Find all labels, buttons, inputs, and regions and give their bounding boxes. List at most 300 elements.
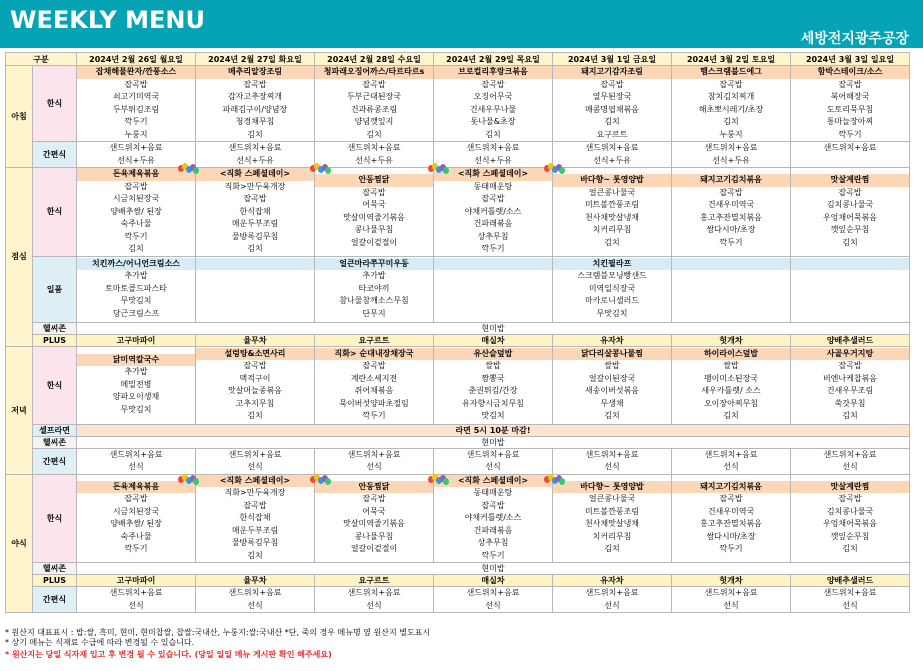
side-dish: 누룽지 — [124, 129, 148, 139]
side-dish: 깍두기 — [838, 129, 862, 139]
side-dish: 매운두부조림 — [231, 219, 279, 228]
side-dish: 잡곡밥 — [362, 494, 386, 504]
side-dish: 얼큰콩나물국 — [588, 187, 636, 197]
side-dish: 김치 — [842, 544, 858, 554]
ilpum-cell — [672, 256, 791, 322]
side-dish: 김치 — [247, 129, 263, 139]
main-dish: <직화 스페셜데이> — [434, 475, 552, 488]
side-dish — [434, 283, 552, 296]
main-dish — [672, 258, 790, 271]
side-dish: 깍두기 — [124, 117, 148, 126]
side-dish: 깻잎순무침 — [830, 531, 870, 541]
meal-label-lunch: 점심 — [6, 168, 33, 347]
side-dish: 미트볼깐풍조림 — [584, 200, 640, 210]
side-dish: 쌀밥 — [485, 361, 501, 370]
side-dish: 잡곡밥 — [719, 187, 743, 197]
side-dish: 맛살미역줄기볶음 — [343, 519, 405, 529]
brand-logo: 세방전지광주공장 — [800, 31, 909, 47]
side-dish — [672, 295, 790, 308]
day-header: 2024년 3월 3일 일요일 — [791, 53, 910, 66]
side-dish: 두부근대된장국 — [346, 92, 402, 101]
main-dish: 샌드위치+음료 — [109, 588, 163, 597]
side-dish: 김치 — [247, 244, 263, 253]
side-dish: 선식 — [128, 600, 144, 610]
side-dish: 콩나물무침 — [354, 531, 394, 541]
menu-cell — [196, 168, 315, 257]
simple-cell — [315, 448, 434, 474]
side-dish: 숙주나물 — [120, 531, 152, 541]
side-dish: 맛살미역줄기볶음 — [343, 212, 405, 222]
side-dish: 깍두기 — [481, 244, 505, 253]
main-dish: 샌드위치+음료 — [109, 143, 163, 152]
side-dish: 치커리무침 — [592, 225, 632, 235]
balloon-icon — [178, 163, 200, 177]
side-dish — [672, 283, 790, 296]
side-dish: 물방록김무침 — [231, 231, 279, 241]
side-dish: 홍고추잔멸치볶음 — [700, 212, 762, 222]
side-dish: 짬뽕국 — [481, 373, 505, 383]
side-dish: 김치 — [247, 550, 263, 560]
side-dish: 선식 — [604, 462, 620, 471]
plus-item: 율무차 — [196, 334, 315, 346]
side-dish: 잡곡밥 — [838, 187, 862, 197]
simple-cell — [434, 142, 553, 168]
menu-cell — [434, 474, 553, 563]
side-dish: 단무지 — [362, 308, 386, 318]
side-dish: 묵이버섯양파초절임 — [339, 398, 409, 408]
side-dish: 미트볼깐풍조림 — [584, 506, 640, 516]
section-ilpum: 일품 — [33, 256, 77, 322]
side-dish: 잡곡밥 — [838, 79, 862, 89]
side-dish: 깍두기 — [124, 231, 148, 241]
main-dish: 얼큰마라쭈꾸미우동 — [315, 258, 433, 271]
side-dish: 어묵국 — [362, 506, 386, 516]
side-dish: 김치 — [604, 411, 620, 420]
main-dish: 직화> 순대내장채장국 — [315, 348, 433, 361]
section-plus: PLUS — [33, 575, 77, 587]
main-dish: 유산슬덮밥 — [434, 348, 552, 361]
menu-cell — [791, 474, 910, 563]
side-dish: 시금치된장국 — [112, 194, 160, 203]
weekly-menu-table — [5, 52, 910, 613]
balloon-icon — [428, 163, 450, 177]
side-dish — [791, 308, 909, 321]
side-dish: 잡곡밥 — [124, 79, 148, 89]
main-dish: 샌드위치+음료 — [704, 588, 758, 597]
main-dish: 메추리알장조림 — [196, 66, 314, 79]
simple-cell — [196, 142, 315, 168]
side-dish: 잡곡밥 — [719, 494, 743, 504]
side-dish: 잡곡밥 — [362, 79, 386, 89]
main-dish: 샌드위치+음료 — [347, 449, 401, 459]
day-header: 2024년 2월 29일 목요일 — [434, 53, 553, 66]
side-dish: 돗나물&초장 — [470, 117, 516, 126]
side-dish: 미역일식장국 — [588, 283, 636, 293]
side-dish: 물방록김무침 — [231, 538, 279, 547]
category-header: 구분 — [6, 53, 77, 66]
plus-item: 매실차 — [434, 334, 553, 346]
side-dish — [434, 295, 552, 308]
side-dish: 건과류콩조림 — [350, 104, 398, 114]
side-dish: 김치 — [247, 411, 263, 420]
side-dish: 매콤명엽채볶음 — [584, 104, 640, 114]
menu-cell — [77, 66, 196, 142]
side-dish: 맛김치 — [481, 411, 505, 420]
side-dish: 맛살머늘종볶음 — [227, 386, 283, 395]
main-dish: 샌드위치+음료 — [823, 588, 877, 597]
side-dish: 누룽지 — [719, 129, 743, 139]
side-dish: 해초뽀시레기/초장 — [698, 104, 764, 114]
helsi-cell: 현미밥 — [77, 563, 910, 575]
side-dish: 계란소세지전 — [350, 373, 398, 383]
side-dish: 깻잎순무침 — [830, 225, 870, 235]
main-dish: 샌드위치+음료 — [347, 143, 401, 152]
section-plus: PLUS — [33, 334, 77, 346]
plus-item: 율무차 — [196, 575, 315, 587]
side-dish: 춘권튀김/간장 — [468, 386, 518, 395]
side-dish: 선식 — [247, 462, 263, 471]
side-dish: 직화>만두육개장 — [224, 181, 286, 191]
ilpum-cell — [315, 256, 434, 322]
main-dish: 브로컬리후랑크볶음 — [434, 66, 552, 79]
day-header: 2024년 2월 27일 화요일 — [196, 53, 315, 66]
side-dish: 건새우미역국 — [707, 200, 755, 210]
side-dish: 팽이미소된장국 — [703, 373, 759, 383]
side-dish: 선식 — [604, 600, 620, 610]
side-dish: 건새우미역국 — [707, 506, 755, 516]
side-dish: 무생채 — [600, 398, 624, 408]
side-dish — [196, 270, 314, 283]
ilpum-cell — [77, 256, 196, 322]
side-dish: 깍두기 — [719, 544, 743, 554]
side-dish: 북어해장국 — [830, 92, 870, 101]
ilpum-cell — [553, 256, 672, 322]
side-dish: 타코야끼 — [358, 283, 390, 293]
simple-cell — [672, 142, 791, 168]
side-dish: 시금치된장국 — [112, 506, 160, 516]
plus-item: 유자차 — [553, 334, 672, 346]
section-simple: 간편식 — [33, 448, 77, 474]
side-dish: 숙주나물 — [120, 219, 152, 228]
menu-cell — [434, 346, 553, 424]
menu-cell — [672, 66, 791, 142]
side-dish: 깍두기 — [719, 237, 743, 247]
side-dish: 선식+두유 — [117, 155, 155, 165]
plus-item: 헛개차 — [672, 334, 791, 346]
side-dish: 새우카틀렛/ 소스 — [701, 386, 761, 395]
day-header: 2024년 3월 2일 토요일 — [672, 53, 791, 66]
day-header: 2024년 2월 26일 월요일 — [77, 53, 196, 66]
top-banner — [0, 0, 923, 48]
side-dish: 무맛김치 — [120, 404, 152, 414]
side-dish: 양파오이생채 — [112, 392, 160, 402]
ilpum-cell — [434, 256, 553, 322]
main-dish: 샌드위치+음료 — [228, 588, 282, 597]
side-dish: 잡곡밥 — [481, 194, 505, 203]
simple-cell — [791, 448, 910, 474]
side-dish: 잡곡밥 — [124, 181, 148, 191]
side-dish: 쥐어채볶음 — [354, 386, 394, 395]
side-dish: 메밀전병 — [120, 379, 152, 389]
footer-change-note: * 상기 메뉴는 식재료 수급에 따라 변경될 수 있습니다. — [5, 638, 195, 647]
simple-cell — [553, 587, 672, 613]
side-dish: 토마토콜드파스타 — [105, 283, 167, 293]
balloon-icon — [428, 474, 450, 488]
side-dish: 오이장아찌무침 — [703, 398, 759, 408]
simple-cell — [553, 142, 672, 168]
plus-item: 매실차 — [434, 575, 553, 587]
simple-cell — [553, 448, 672, 474]
ilpum-cell — [196, 256, 315, 322]
section-korean: 한식 — [33, 66, 77, 142]
side-dish: 열무된장국 — [592, 92, 632, 101]
section-korean: 한식 — [33, 474, 77, 563]
side-dish: 선식 — [247, 600, 263, 610]
side-dish: 건파래볶음 — [473, 219, 513, 228]
menu-cell — [553, 66, 672, 142]
plus-item: 요구르트 — [315, 334, 434, 346]
side-dish: 파래김구이/양념장 — [222, 104, 288, 114]
simple-cell — [672, 587, 791, 613]
side-dish: 김치콩나물국 — [826, 200, 874, 210]
side-dish: 선식+두유 — [236, 155, 274, 165]
side-dish: 얼갈이겉절이 — [350, 237, 398, 247]
simple-cell — [434, 448, 553, 474]
section-helsi: 헬씨존 — [33, 563, 77, 575]
main-dish: 맛살계란찜 — [791, 481, 909, 494]
main-dish — [791, 258, 909, 271]
side-dish: 쑥갓무침 — [834, 398, 866, 408]
main-dish: 함박스테이크/소스 — [791, 66, 909, 79]
side-dish: 얼큰콩나물국 — [588, 494, 636, 504]
side-dish: 천사채맛살냉채 — [584, 212, 640, 222]
main-dish: <직화 스페셜데이> — [196, 168, 314, 181]
side-dish: 매운두부조림 — [231, 525, 279, 535]
side-dish: 추가밥 — [362, 271, 386, 281]
side-dish — [672, 270, 790, 283]
simple-cell — [77, 587, 196, 613]
side-dish: 오징어무국 — [473, 92, 513, 101]
side-dish: 선식 — [723, 600, 739, 610]
section-korean: 한식 — [33, 346, 77, 424]
main-dish: 샌드위치+음료 — [466, 449, 520, 459]
side-dish: 맥적구이 — [239, 373, 271, 383]
day-header: 2024년 3월 1일 금요일 — [553, 53, 672, 66]
side-dish: 참나물참깨소스무침 — [339, 296, 409, 306]
side-dish: 추가밥 — [124, 271, 148, 281]
menu-cell — [553, 346, 672, 424]
main-dish: 돼지고기김치볶음 — [672, 481, 790, 494]
side-dish: 김치 — [604, 237, 620, 247]
side-dish: 양배추쌈/ 된장 — [110, 206, 162, 216]
main-dish: 사골우거지탕 — [791, 348, 909, 361]
side-dish: 선식+두유 — [355, 155, 393, 165]
plus-item: 고구마파이 — [77, 575, 196, 587]
side-dish — [791, 270, 909, 283]
side-dish: 양배추쌈/ 된장 — [110, 519, 162, 529]
main-dish: 샌드위치+음료 — [585, 143, 639, 152]
menu-cell — [553, 474, 672, 563]
side-dish: 잡곡밥 — [124, 494, 148, 504]
side-dish: 잡곡밥 — [243, 500, 267, 510]
side-dish: 새송이버섯볶음 — [584, 386, 640, 395]
section-korean: 한식 — [33, 168, 77, 257]
side-dish: 잡곡밥 — [243, 194, 267, 203]
side-dish: 선식 — [485, 462, 501, 471]
side-dish: 콩나물무침 — [354, 225, 394, 235]
side-dish: 선식+두유 — [712, 155, 750, 165]
balloon-icon — [310, 163, 332, 177]
simple-cell — [672, 448, 791, 474]
side-dish: 상추무침 — [477, 231, 509, 241]
side-dish: 김치 — [723, 411, 739, 420]
side-dish: 잡곡밥 — [838, 361, 862, 370]
side-dish: 비엔나케찹볶음 — [822, 373, 878, 383]
side-dish: 김치 — [485, 129, 501, 139]
section-simple: 간편식 — [33, 587, 77, 613]
side-dish: 얼갈이된장국 — [588, 373, 636, 383]
side-dish: 무맛김치 — [120, 296, 152, 306]
menu-cell — [791, 66, 910, 142]
side-dish: 잡곡밥 — [838, 494, 862, 504]
side-dish: 천사채맛살냉채 — [584, 519, 640, 529]
side-dish: 깍두기 — [481, 550, 505, 560]
side-dish: 무맛김치 — [596, 308, 628, 318]
side-dish: 김치 — [128, 244, 144, 253]
side-dish: 두부튀김조림 — [112, 104, 160, 114]
page-title: WEEKLY MENU — [10, 6, 205, 34]
side-dish — [434, 308, 552, 321]
side-dish: 직화>만두육개장 — [224, 488, 286, 497]
side-dish: 김치 — [842, 237, 858, 247]
side-dish — [791, 295, 909, 308]
section-helsi: 헬씨존 — [33, 436, 77, 448]
side-dish: 잡곡밥 — [362, 187, 386, 197]
side-dish: 유자향시금치무침 — [462, 398, 524, 408]
side-dish: 마카로니샐러드 — [584, 296, 640, 306]
main-dish: 샌드위치+음료 — [228, 143, 282, 152]
side-dish: 스크램블모닝빵샌드 — [577, 271, 647, 281]
ilpum-cell — [791, 256, 910, 322]
plus-item: 양배추샐러드 — [791, 575, 910, 587]
side-dish: 선식 — [723, 462, 739, 471]
side-dish: 고추지무침 — [235, 398, 275, 408]
side-dish: 쇠고기미역국 — [112, 92, 160, 101]
main-dish: 햄스크램블드에그 — [672, 66, 790, 79]
main-dish: 설렁탕&소면사리 — [196, 348, 314, 361]
menu-cell — [553, 168, 672, 257]
side-dish: 깍두기 — [362, 411, 386, 420]
menu-cell — [77, 346, 196, 424]
meal-label-breakfast: 아침 — [6, 66, 33, 168]
side-dish: 쌈다시마/초장 — [706, 225, 756, 235]
main-dish: 치킨까스/어니언크림소스 — [77, 258, 195, 271]
main-dish: 돈육제육볶음 — [77, 168, 195, 181]
ramen-notice: 라면 5시 10분 마감! — [77, 424, 910, 436]
main-dish: 샌드위치+음료 — [585, 588, 639, 597]
side-dish: 선식 — [485, 600, 501, 610]
side-dish: 건새우무조림 — [826, 386, 874, 395]
main-dish: 치킨필라프 — [553, 258, 671, 271]
main-dish: 잡채해물완자/깐풍소스 — [77, 66, 195, 79]
main-dish: 샌드위치+음료 — [466, 588, 520, 597]
simple-cell — [791, 142, 910, 168]
side-dish: 치커리무침 — [592, 531, 632, 541]
side-dish: 잡곡밥 — [481, 79, 505, 89]
plus-item: 고구마파이 — [77, 334, 196, 346]
main-dish: 하이라이스덮밥 — [672, 348, 790, 361]
side-dish: 야채커틀렛/소스 — [464, 206, 522, 216]
side-dish: 선식 — [366, 600, 382, 610]
helsi-cell: 현미밥 — [77, 322, 910, 334]
main-dish: 샌드위치+음료 — [823, 143, 877, 152]
section-simple: 간편식 — [33, 142, 77, 168]
side-dish: 선식 — [366, 462, 382, 471]
main-dish: 샌드위치+음료 — [347, 588, 401, 597]
side-dish: 청경채무침 — [235, 117, 275, 126]
side-dish: 선식+두유 — [474, 155, 512, 165]
main-dish — [434, 258, 552, 271]
main-dish: 샌드위치+음료 — [585, 449, 639, 459]
menu-cell — [196, 346, 315, 424]
side-dish: 양념깻잎지 — [354, 117, 394, 126]
side-dish: 건새우무나물 — [469, 104, 517, 114]
plus-item: 유자차 — [553, 575, 672, 587]
side-dish: 깍두기 — [124, 544, 148, 554]
side-dish: 잡곡밥 — [481, 500, 505, 510]
meal-label-dinner: 저녁 — [6, 346, 33, 474]
balloon-icon — [178, 474, 200, 488]
section-selframen: 셀프라면 — [33, 424, 77, 436]
helsi-cell: 현미밥 — [77, 436, 910, 448]
menu-cell — [791, 168, 910, 257]
balloon-icon — [544, 163, 566, 177]
main-dish: 돈육제육볶음 — [77, 481, 195, 494]
side-dish: 김치 — [604, 117, 620, 126]
side-dish: 도토리묵무침 — [826, 104, 874, 114]
side-dish: 쌈다시마/초장 — [706, 531, 756, 541]
menu-cell — [315, 66, 434, 142]
side-dish: 잡곡밥 — [243, 361, 267, 370]
side-dish: 잡곡밥 — [243, 79, 267, 89]
side-dish: 동태매운탕 — [473, 181, 513, 191]
side-dish — [196, 283, 314, 296]
main-dish: 샌드위치+음료 — [466, 143, 520, 152]
simple-cell — [77, 448, 196, 474]
simple-cell — [434, 587, 553, 613]
simple-cell — [315, 587, 434, 613]
side-dish: 선식 — [128, 462, 144, 471]
meal-label-night: 야식 — [6, 474, 33, 613]
side-dish: 얼갈이겉절이 — [350, 544, 398, 554]
main-dish: <직화 스페셜데이> — [434, 168, 552, 181]
main-dish: 바다향~ 톳영양밥 — [553, 481, 671, 494]
side-dish: 한식잡채 — [239, 206, 271, 216]
balloon-icon — [310, 474, 332, 488]
main-dish: 닭미역칼국수 — [77, 354, 195, 367]
main-dish: 맛살계란찜 — [791, 174, 909, 187]
section-helsi: 헬씨존 — [33, 322, 77, 334]
menu-cell — [672, 346, 791, 424]
side-dish — [791, 155, 909, 168]
side-dish: 홍고추잔멸치볶음 — [700, 519, 762, 529]
side-dish: 쌀밥 — [723, 361, 739, 370]
side-dish: 당근크림스프 — [112, 308, 160, 318]
side-dish: 감자고추장찌개 — [227, 92, 283, 101]
plus-item: 헛개차 — [672, 575, 791, 587]
side-dish — [672, 308, 790, 321]
side-dish: 참치김치찌개 — [707, 92, 755, 101]
